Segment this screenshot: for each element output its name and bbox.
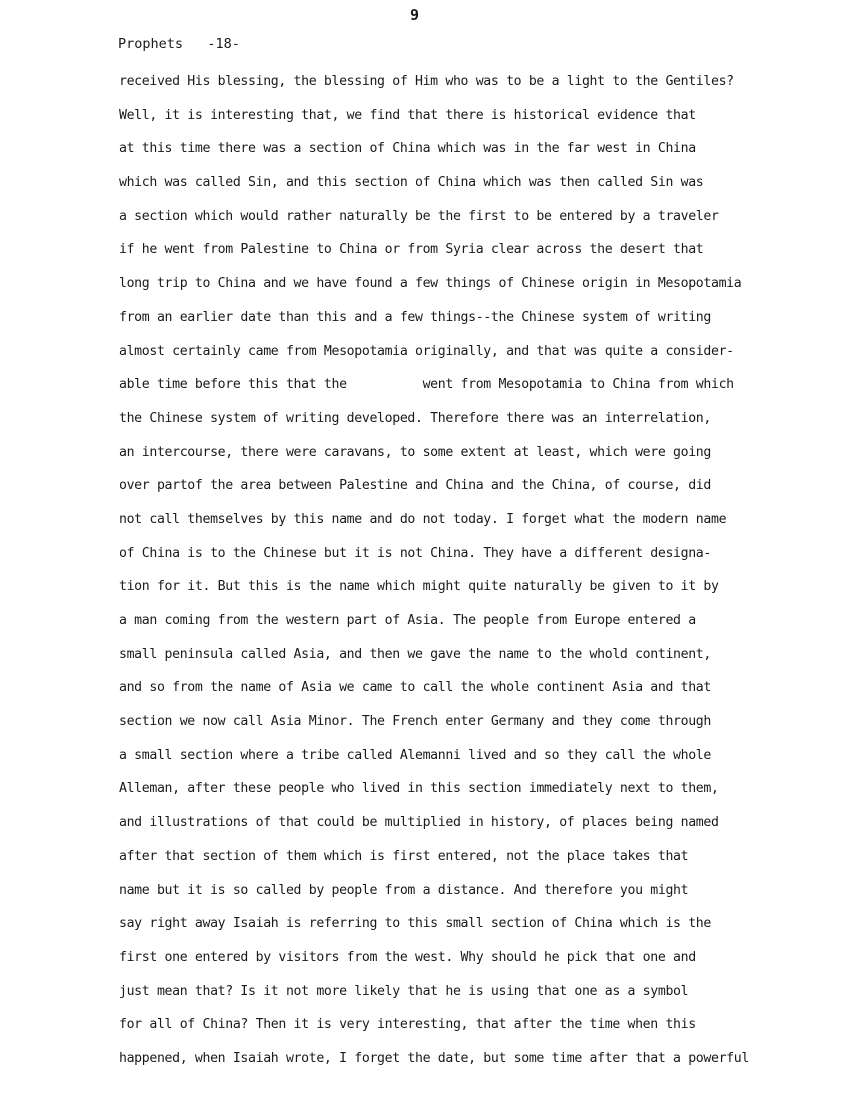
text-line: not call themselves by this name and do not today. I forget what the modern name (119, 511, 727, 527)
text-line: able time before this that the went from Mesopotamia to China from which (119, 377, 734, 393)
text-line: at this time there was a section of China which was in the far west in China (119, 141, 696, 157)
text-line: first one entered by visitors from the west. Why should he pick that one and (119, 949, 696, 965)
text-line: tion for it. But this is the name which might quite naturally be given to it by (119, 579, 719, 595)
text-line: section we now call Asia Minor. The French enter Germany and they come through (119, 714, 711, 730)
text-line: long trip to China and we have found a few things of Chinese origin in Mesopotamia (119, 276, 742, 292)
text-line: for all of China? Then it is very interesting, that after the time when this (119, 1017, 696, 1033)
text-line: if he went from Palestine to China or from Syria clear across the desert that (119, 242, 704, 258)
text-line: a man coming from the western part of Asia. The people from Europe entered a (119, 613, 696, 628)
body-text (119, 72, 831, 1083)
text-line: a small section where a tribe called Alemanni lived and so they call the whole (119, 747, 711, 763)
text-line: Alleman, after these people who lived in this section immediately next to them, (119, 781, 719, 797)
text-line: say right away Isaiah is referring to this small section of China which is the (119, 916, 711, 932)
text-line: of China is to the Chinese but it is not China. They have a different designa- (119, 545, 711, 561)
text-line: a section which would rather naturally be the first to be entered by a traveler (119, 208, 719, 224)
text-line: almost certainly came from Mesopotamia originally, and that was quite a consider- (119, 343, 734, 359)
text-line: happened, when Isaiah wrote, I forget the date, but some time after that a powerful (119, 1050, 749, 1066)
text-line: just mean that? Is it not more likely that he is using that one as a symbol (119, 983, 689, 999)
text-line: and illustrations of that could be multiplied in history, of places being named (119, 815, 719, 831)
text-line: the Chinese system of writing developed. Therefore there was an interrelation, (119, 410, 711, 426)
text-line: small peninsula called Asia, and then we gave the name to the whold continent, (119, 646, 711, 662)
running-head: Prophets -18- (118, 36, 240, 52)
page-number: 9 (410, 6, 420, 24)
text-line: name but it is so called by people from a distance. And therefore you might (119, 882, 689, 898)
text-line: received His blessing, the blessing of Him who was to be a light to the Gentiles? (119, 74, 734, 89)
text-line: and so from the name of Asia we came to call the whole continent Asia and that (119, 680, 711, 696)
text-line: Well, it is interesting that, we find that there is historical evidence that (119, 107, 696, 123)
text-line: an intercourse, there were caravans, to some extent at least, which were going (119, 444, 711, 460)
text-line: after that section of them which is first entered, not the place takes that (119, 848, 689, 864)
text-line: which was called Sin, and this section of China which was then called Sin was (119, 175, 704, 191)
text-line: from an earlier date than this and a few things--the Chinese system of writing (119, 309, 711, 325)
text-line: over partof the area between Palestine and China and the China, of course, did (119, 478, 711, 494)
